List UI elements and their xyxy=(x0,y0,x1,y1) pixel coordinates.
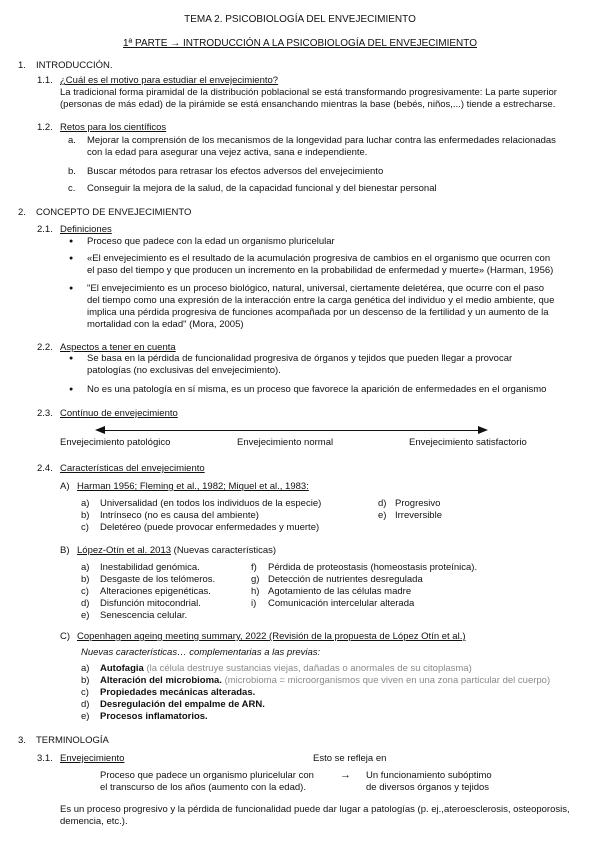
definition-text: Proceso que padece un organismo pluricelular con xyxy=(100,770,314,781)
reflection-text: Un funcionamiento subóptimo xyxy=(366,770,492,781)
list-item-note: (la célula destruye sustancias viejas, dañadas o anormales de su citoplasma) xyxy=(143,663,472,674)
bullet-item: ● Se basa en la pérdida de funcionalidad progresiva de órganos y tejidos que pueden llegar a provocar xyxy=(87,353,512,365)
section-2-1-title: Definiciones xyxy=(60,224,112,235)
bullet-item-continued: implica una pérdida progresiva de funciones acompañada por un descenso de la fertilidad y un aumento de la xyxy=(87,307,549,318)
list-letter: c) xyxy=(81,687,89,698)
continuum-label-middle: Envejecimiento normal xyxy=(237,437,334,448)
list-letter: a) xyxy=(81,498,90,509)
bullet-item: ● No es una patología en sí misma, es un proceso que favorece la aparición de enfermedades en el organismo xyxy=(87,384,546,396)
section-2-1-number: 2.1. xyxy=(37,224,53,235)
section-1-2-number: 1.2. xyxy=(37,122,53,133)
section-2-2-number: 2.2. xyxy=(37,342,53,353)
section-1-1-title: ¿Cuál es el motivo para estudiar el envejecimiento? xyxy=(60,75,279,86)
list-item-term: Autofagia xyxy=(100,663,144,674)
continuum-arrow-line xyxy=(104,430,480,431)
section-2-4-number: 2.4. xyxy=(37,463,53,474)
section-2-3-title: Contínuo de envejecimiento xyxy=(60,408,178,419)
list-letter: b) xyxy=(81,675,90,686)
definition-text: el transcurso de los años (aumento con la edad). xyxy=(100,782,306,793)
subsection-c-title: Copenhagen ageing meeting summary, 2022 (Revisión de la propuesta de López Otín et al.) xyxy=(77,631,466,642)
list-item-text: Progresivo xyxy=(395,498,441,509)
list-letter: i) xyxy=(251,598,257,609)
section-1-2-title: Retos para los científicos xyxy=(60,122,167,133)
subsection-a-label: A) xyxy=(60,481,70,492)
list-item-text: Alteraciones epigenéticas. xyxy=(100,586,211,597)
section-2-4-title: Características del envejecimiento xyxy=(60,463,205,474)
list-item-text: Propiedades mecánicas alteradas. xyxy=(100,687,256,698)
list-item-text: Conseguir la mejora de la salud, de la capacidad funcional y del bienestar personal xyxy=(87,183,437,194)
list-item-text: Detección de nutrientes desregulada xyxy=(268,574,423,585)
conclusion-text: demencia, etc.). xyxy=(60,816,128,827)
section-3-1-number: 3.1. xyxy=(37,753,53,764)
bullet-item: ● "El envejecimiento es un proceso biológico, natural, universal, ciertamente deletérea, que ocurre con el paso xyxy=(87,283,544,295)
list-letter: b) xyxy=(81,574,90,585)
list-item-term: Alteración del microbioma. xyxy=(100,675,222,686)
list-letter: a) xyxy=(81,562,90,573)
list-item-text: Intrínseco (no es causa del ambiente) xyxy=(100,510,259,521)
bullet-item-continued: el paso del tiempo y que producen un incremento en la probabilidad de enfermedad y muerte» (Harman, 1956) xyxy=(87,265,554,276)
list-item-text: Inestabilidad genómica. xyxy=(100,562,200,573)
bullet-item-continued: mortalidad con la edad" (Mora, 2005) xyxy=(87,319,244,330)
list-letter: c) xyxy=(81,586,89,597)
list-item-text: Desgaste de los telómeros. xyxy=(100,574,216,585)
reflects-label: Esto se refleja en xyxy=(313,753,387,764)
part-title: 1ª PARTE → INTRODUCCIÓN A LA PSICOBIOLOGÍA DEL ENVEJECIMIENTO xyxy=(123,38,477,49)
list-letter: e) xyxy=(81,711,90,722)
list-letter: g) xyxy=(251,574,260,585)
subsection-a-title: Harman 1956; Fleming et al., 1982; Miquel et al., 1983: xyxy=(77,481,309,492)
list-item-text: Procesos inflamatorios. xyxy=(100,711,208,722)
subsection-b-citation: López-Otín et al. 2013 xyxy=(77,545,172,556)
list-item-text: Senescencia celular. xyxy=(100,610,188,621)
subsection-c-label: C) xyxy=(60,631,71,642)
subsection-b-label: B) xyxy=(60,545,70,556)
section-2-title: CONCEPTO DE ENVEJECIMIENTO xyxy=(36,207,192,218)
list-item-text: Mejorar la comprensión de los mecanismos de la longevidad para luchar contra las enfermedades relacionadas xyxy=(87,135,556,146)
bullet-item: ● Proceso que padece con la edad un organismo pluricelular xyxy=(87,236,335,248)
continuum-label-left: Envejecimiento patológico xyxy=(60,437,171,448)
reflection-text: de diversos órganos y tejidos xyxy=(366,782,490,793)
list-letter: f) xyxy=(251,562,257,573)
list-letter: d) xyxy=(81,598,90,609)
bullet-item-continued: patologías (no exclusivas del envejecimiento). xyxy=(87,365,281,376)
list-item-text: Universalidad (en todos los individuos de la especie) xyxy=(100,498,322,509)
list-item-text: con la edad para asegurar una vejez activa, sana e independiente. xyxy=(87,147,368,158)
list-letter: c) xyxy=(81,522,89,533)
section-2-2-title: Aspectos a tener en cuenta xyxy=(60,342,176,353)
list-letter: e) xyxy=(378,510,387,521)
list-item-note: (microbioma = microorganismos que viven en una zona particular del cuerpo) xyxy=(221,675,551,686)
list-item-text xyxy=(100,663,472,675)
section-1-title: INTRODUCCIÓN. xyxy=(36,60,113,71)
section-1-1-number: 1.1. xyxy=(37,75,53,86)
section-2-3-number: 2.3. xyxy=(37,408,53,419)
section-3-title: TERMINOLOGÍA xyxy=(36,735,109,746)
list-item-text: Pérdida de proteostasis (homeostasis proteínica). xyxy=(268,562,478,573)
continuum-label-right: Envejecimiento satisfactorio xyxy=(409,437,527,448)
list-item-text: Disfunción mitocondrial. xyxy=(100,598,201,609)
section-1-1-text-line: La tradicional forma piramidal de la distribución poblacional se está transformando progresivamente: La parte superior xyxy=(60,87,557,98)
list-letter: a. xyxy=(68,135,76,146)
list-letter: d) xyxy=(81,699,90,710)
subsection-b-title xyxy=(77,545,276,557)
list-letter: b. xyxy=(68,166,76,177)
section-3-1-title: Envejecimiento xyxy=(60,753,125,764)
list-item-text: Irreversible xyxy=(395,510,442,521)
list-letter: e) xyxy=(81,610,90,621)
list-item-text: Comunicación intercelular alterada xyxy=(268,598,415,609)
conclusion-text: Es un proceso progresivo y la pérdida de funcionalidad puede dar lugar a patologías (p. ej.,ateroesclerosis, osteoporosis, xyxy=(60,804,570,815)
list-item-text: Agotamiento de las células madre xyxy=(268,586,412,597)
list-letter: b) xyxy=(81,510,90,521)
list-letter: c. xyxy=(68,183,76,194)
list-item-text: Deletéreo (puede provocar enfermedades y muerte) xyxy=(100,522,320,533)
section-3-number: 3. xyxy=(18,735,26,746)
section-2-number: 2. xyxy=(18,207,26,218)
subsection-c-subtitle: Nuevas características… complementarias a las previas: xyxy=(81,647,321,658)
list-letter: h) xyxy=(251,586,260,597)
bullet-item: ● «El envejecimiento es el resultado de la acumulación progresiva de cambios en el organismo que ocurren con xyxy=(87,253,550,265)
section-1-number: 1. xyxy=(18,60,26,71)
list-letter: d) xyxy=(378,498,387,509)
arrow-right-head xyxy=(478,426,488,434)
list-letter: a) xyxy=(81,663,90,674)
list-item-text: Desregulación del empalme de ARN. xyxy=(100,699,265,710)
list-item-text: Buscar métodos para retrasar los efectos adversos del envejecimiento xyxy=(87,166,384,177)
list-item-text xyxy=(100,675,550,687)
bullet-item-continued: del tiempo como una expresión de la interacción entre la carga genética del individuo y el medio ambiente, que xyxy=(87,295,555,306)
section-1-1-text-line: (personas de más edad) de la pirámide se está ensanchando mientras la base (bebés, niños,...) tiende a estrecharse. xyxy=(60,99,556,110)
right-arrow-icon: → xyxy=(340,769,351,781)
document-title: TEMA 2. PSICOBIOLOGÍA DEL ENVEJECIMIENTO xyxy=(184,14,416,25)
subsection-b-title-rest: (Nuevas características) xyxy=(171,545,277,556)
